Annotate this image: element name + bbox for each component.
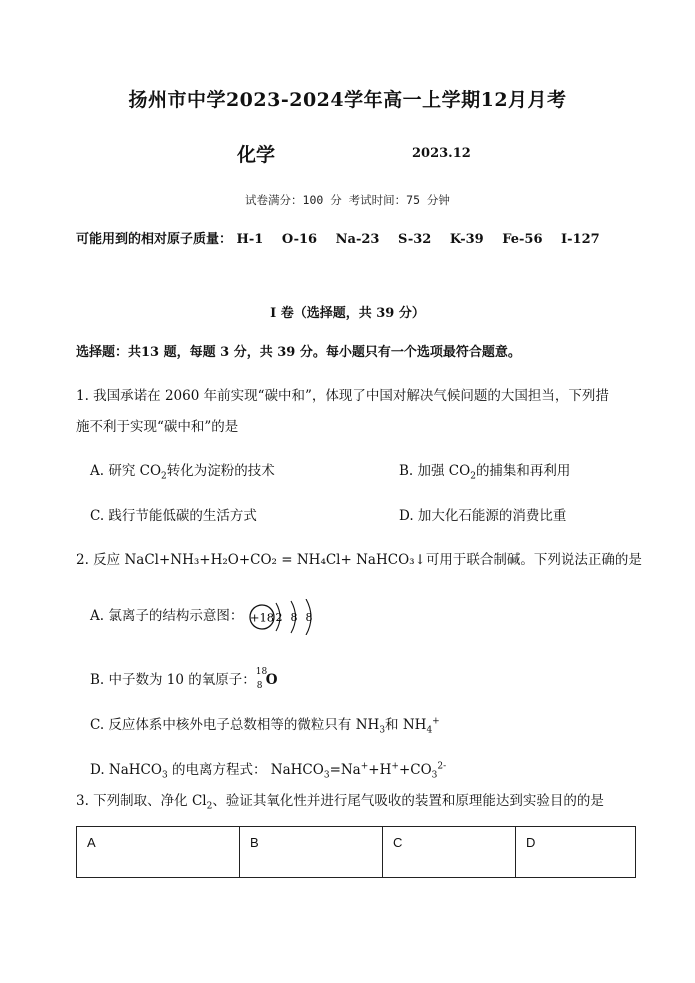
q3-stem: 3. 下列制取、净化 $Cl_2$、验证其氧化性并进行尾气吸收的装置和原理能达到实验目的的是: [76, 793, 604, 812]
isotope-notation: 18 8: [255, 666, 268, 691]
shell-electrons: 8: [290, 610, 298, 624]
exam-info: 试卷满分：100 分 考试时间：75 分钟: [245, 193, 450, 207]
q1-option-d: D. 加大化石能源的消费比重: [399, 508, 567, 524]
exam-date: 2023.12: [412, 146, 471, 161]
shell-electrons: 2: [275, 610, 283, 624]
q1-option-a: A. 研究 $CO_2$转化为淀粉的技术: [90, 463, 275, 482]
table-row: [77, 827, 636, 878]
section-instructions: 选择题：共13 题，每题 3 分，共 39 分。每小题只有一个选项最符合题意。: [76, 345, 521, 360]
atomic-mass: Fe-56: [502, 232, 543, 247]
q1-option-c: C. 践行节能低碳的生活方式: [90, 508, 257, 524]
table-cell-b: B: [240, 827, 383, 878]
q1-stem-line1: 1. 我国承诺在 2060 年前实现“碳中和”，体现了中国对解决气候问题的大国担当，下列措: [76, 388, 609, 404]
table-cell-c: C: [383, 827, 516, 878]
nucleus-charge: +18: [249, 610, 274, 624]
atomic-mass: I-127: [561, 232, 600, 247]
q2-stem: 2. 反应 NaCl+NH₃+H₂O+CO₂ = NH₄Cl+ NaHCO₃↓可用于联合制碱。下列说法正确的是: [76, 552, 642, 568]
q2-option-a: A. 氯离子的结构示意图： +18 2 8 8: [90, 598, 323, 634]
q2-option-c: C. 反应体系中核外电子总数相等的微粒只有 $NH_3$和 $NH_4^+$: [90, 716, 440, 736]
section-title: I 卷（选择题，共 39 分）: [270, 306, 425, 321]
chloride-ion-structure-diagram: [248, 599, 323, 635]
atomic-masses-label: 可能用到的相对原子质量：: [76, 232, 233, 247]
atomic-mass: S-32: [397, 232, 432, 247]
atomic-mass: H-1: [236, 232, 264, 247]
shell-electrons: 8: [305, 610, 313, 624]
table-cell-a: A: [77, 827, 240, 878]
atomic-mass: K-39: [449, 232, 484, 247]
q2-option-b: B. 中子数为 10 的氧原子： 18 8 O: [90, 666, 278, 691]
q1-option-b: B. 加强 $CO_2$的捕集和再利用: [399, 463, 571, 482]
atomic-mass: Na-23: [335, 232, 380, 247]
atomic-mass: O-16: [281, 232, 318, 247]
exam-title: 扬州市中学2023-2024学年高一上学期12月月考: [128, 89, 567, 111]
atomic-masses-line: [76, 228, 614, 247]
q3-options-table: [76, 826, 636, 878]
subject-label: 化学: [237, 144, 276, 166]
q2-option-d: D. NaHCO$_3$ 的电离方程式： $NaHCO_3=Na^++H^++CO_3^{2-}$: [90, 761, 447, 781]
q1-stem-line2: 施不利于实现“碳中和”的是: [76, 419, 239, 435]
table-cell-d: D: [516, 827, 636, 878]
